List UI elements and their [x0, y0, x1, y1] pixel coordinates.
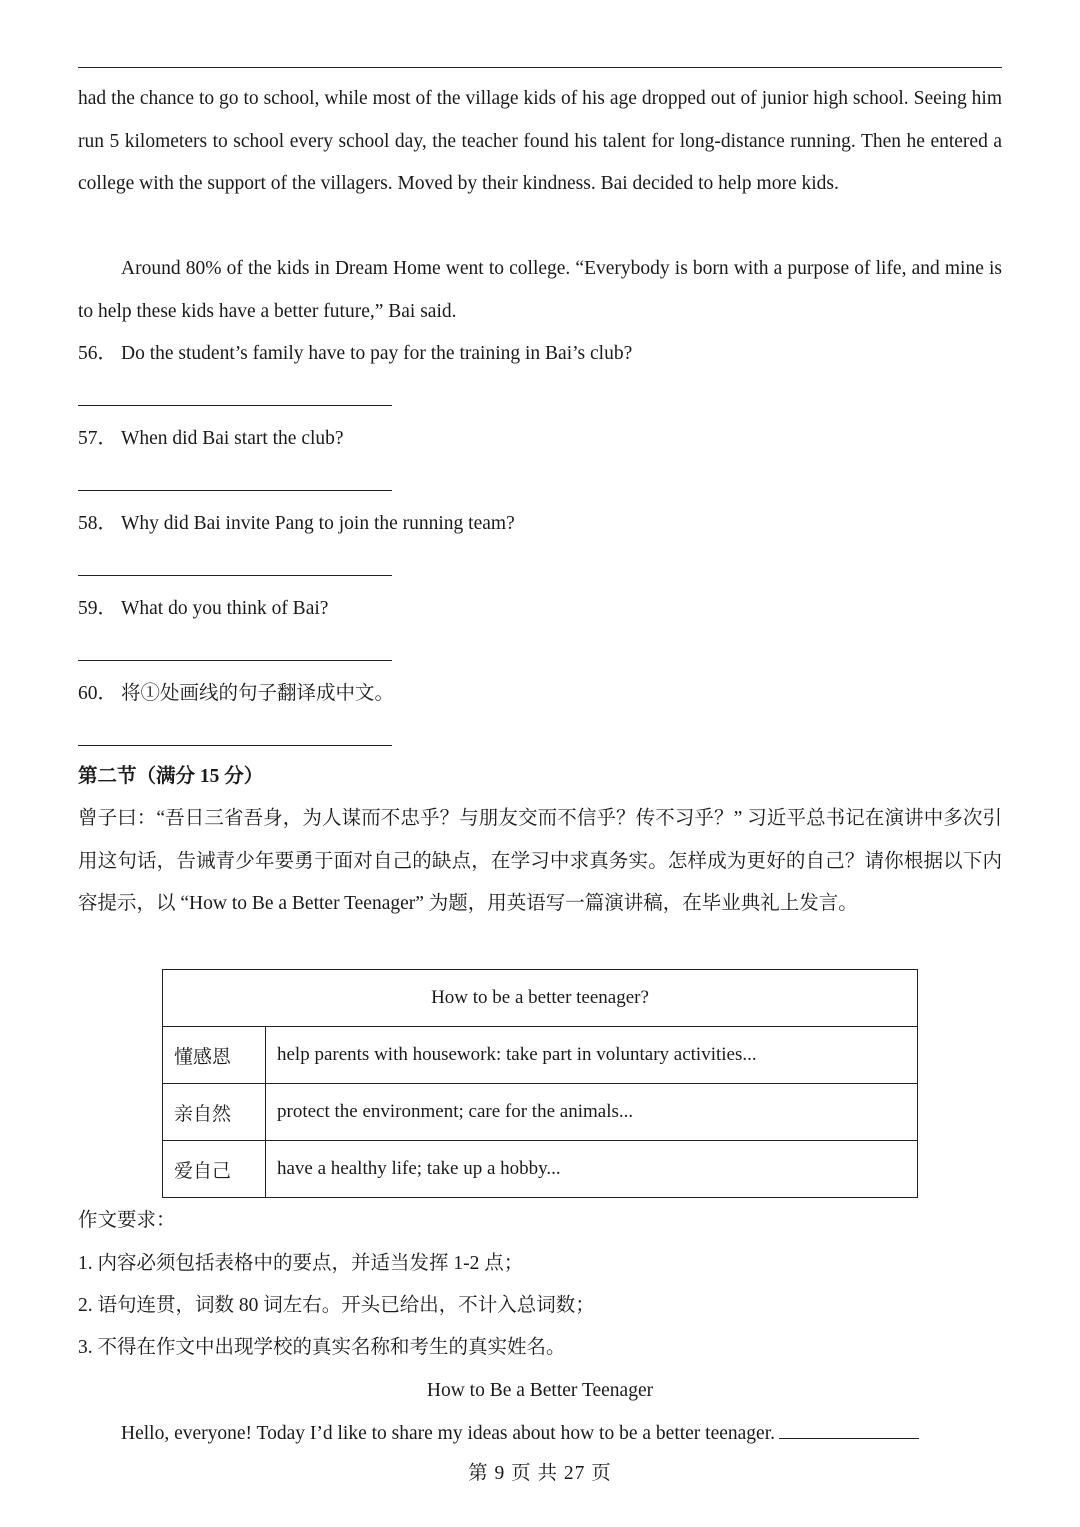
- table-row: [163, 1027, 918, 1084]
- question-number: 57．: [78, 428, 118, 449]
- answer-line-58[interactable]: [78, 575, 392, 576]
- answer-line-56[interactable]: [78, 405, 392, 406]
- question-56: [78, 340, 632, 368]
- row-content: help parents with housework: take part in voluntary activities...: [266, 1027, 918, 1084]
- exam-page: [78, 0, 1002, 1527]
- question-text: What do you think of Bai?: [121, 598, 329, 619]
- question-60: [78, 680, 394, 708]
- question-number: 60．: [78, 683, 118, 704]
- table-header: How to be a better teenager?: [163, 970, 918, 1027]
- answer-line-57[interactable]: [78, 490, 392, 491]
- answer-line-59[interactable]: [78, 660, 392, 661]
- row-label: 爱自己: [163, 1141, 266, 1198]
- essay-blank[interactable]: [779, 1420, 919, 1439]
- question-text: Do the student’s family have to pay for the training in Bai’s club?: [121, 343, 633, 364]
- requirement-item: 2. 语句连贯，词数 80 词左右。开头已给出，不计入总词数；: [78, 1295, 595, 1316]
- requirement-item: 3. 不得在作文中出现学校的真实名称和考生的真实姓名。: [78, 1337, 566, 1358]
- essay-opening: Hello, everyone! Today I’d like to share my ideas about how to be a better teenager.: [121, 1423, 776, 1444]
- table-row: [163, 1141, 918, 1198]
- question-number: 58．: [78, 513, 118, 534]
- table-header-row: [163, 970, 918, 1027]
- row-content: protect the environment; care for the animals...: [266, 1084, 918, 1141]
- question-text: 将①处画线的句子翻译成中文。: [121, 683, 395, 704]
- question-text: When did Bai start the club?: [121, 428, 344, 449]
- header-divider: [78, 67, 1002, 68]
- question-59: [78, 595, 328, 623]
- answer-line-60[interactable]: [78, 745, 392, 746]
- requirement-item: 1. 内容必须包括表格中的要点，并适当发挥 1-2 点；: [78, 1253, 524, 1274]
- row-label: 亲自然: [163, 1084, 266, 1141]
- row-content: have a healthy life; take up a hobby...: [266, 1141, 918, 1198]
- requirements-title: 作文要求：: [78, 1210, 176, 1231]
- writing-prompt: 曾子曰：“吾日三省吾身，为人谋而不忠乎？与朋友交而不信乎？传不习乎？” 习近平总书记在演讲中多次引用这句话，告诫青少年要勇于面对自己的缺点，在学习中求真务实。怎样成为更好的自己？请你根据以下内容提示，以 “How to Be a Better Teenager” 为题，用英语写一篇演讲稿，在毕业典礼上发言。: [78, 808, 1002, 914]
- table-row: [163, 1084, 918, 1141]
- essay-opening-line: [121, 1420, 919, 1448]
- question-number: 56．: [78, 343, 118, 364]
- passage-paragraph-1: had the chance to go to school, while most of the village kids of his age dropped out of junior high school. Seeing him run 5 kilometers to school every school day, the teacher found his talent for long-distance running. Then he entered a college with the support of the villagers. Moved by their kindness. Bai decided to help more kids.: [78, 88, 1002, 194]
- question-58: [78, 510, 515, 538]
- hint-table: [162, 969, 918, 1198]
- question-text: Why did Bai invite Pang to join the running team?: [121, 513, 515, 534]
- passage-paragraph-2: Around 80% of the kids in Dream Home went to college. “Everybody is born with a purpose of life, and mine is to help these kids have a better future,” Bai said.: [78, 258, 1002, 322]
- essay-title: How to Be a Better Teenager: [426, 1380, 654, 1401]
- section-title: 第二节（满分 15 分）: [78, 766, 264, 787]
- question-number: 59．: [78, 598, 118, 619]
- question-57: [78, 425, 344, 453]
- row-label: 懂感恩: [163, 1027, 266, 1084]
- page-footer: 第 9 页 共 27 页: [468, 1463, 612, 1484]
